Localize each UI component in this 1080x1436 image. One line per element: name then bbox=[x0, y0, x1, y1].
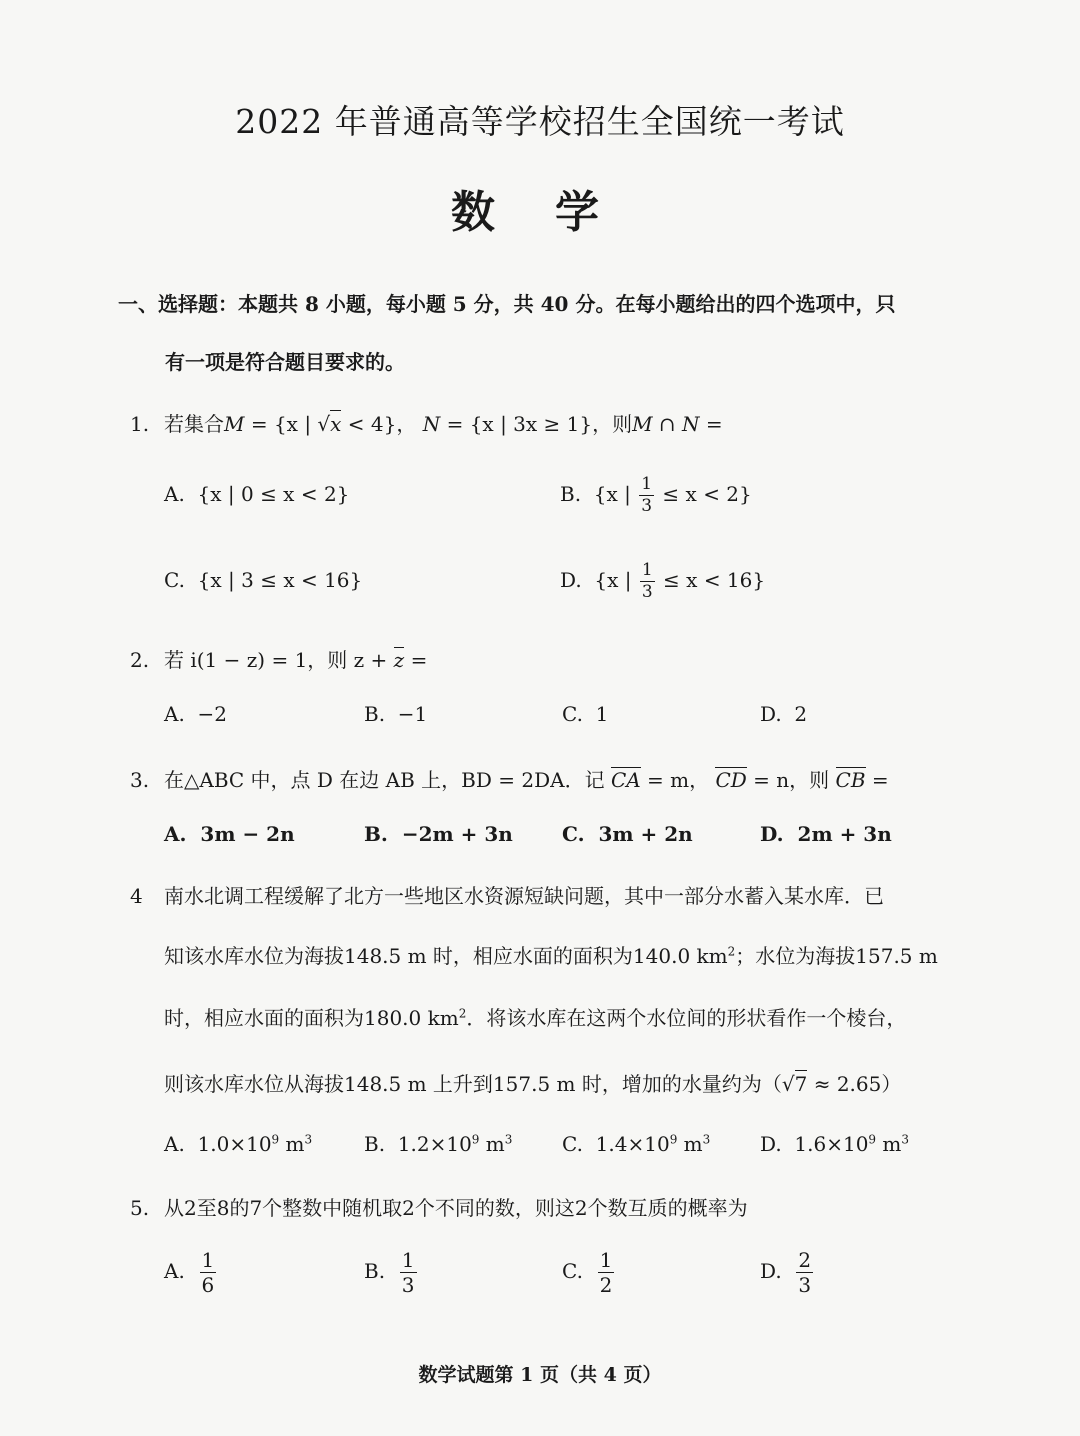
question-3-option-b: B. −2m + 3n bbox=[364, 822, 513, 846]
question-2-option-b: B. −1 bbox=[364, 702, 428, 726]
question-4-option-d: D. $1.6\times 10^9$ $m^3$ bbox=[760, 1132, 910, 1156]
question-1-option-d: D. {x | $\frac{1}{3}$ ≤ x < 16} bbox=[560, 560, 766, 602]
subject-title: 数学 bbox=[451, 187, 659, 238]
question-2-option-a: A. −2 bbox=[164, 702, 228, 726]
sqrt-x: x bbox=[330, 412, 342, 436]
question-5-option-a: A. $\frac{1}{6}$ bbox=[164, 1248, 215, 1297]
vector-cb: CB bbox=[835, 768, 866, 792]
question-3-stem: 3. 在△ABC 中，点 D 在边 AB 上，BD = 2DA．记 CA = m， CD = n，则 CB = bbox=[130, 768, 889, 792]
question-2-option-c: C. 1 bbox=[562, 702, 609, 726]
question-1-stem: 1. 若集合M = {x | √x < 4}， N = {x | 3x ≥ 1}，则M ∩ N = bbox=[130, 412, 723, 436]
section-heading-line1: 一、选择题：本题共 8 小题，每小题 5 分，共 40 分。在每小题给出的四个选项中，只 bbox=[118, 292, 896, 316]
question-1-option-a: A. {x | 0 ≤ x < 2} bbox=[164, 482, 350, 506]
question-4-line4: 则该水库水位从海拔148.5 m 上升到157.5 m 时，增加的水量约为（√7 ≈ 2.65） bbox=[164, 1072, 902, 1096]
question-3-option-d: D. 2m + 3n bbox=[760, 822, 892, 846]
question-2-stem: 2. 若 i(1 − z) = 1，则 z + z = bbox=[130, 648, 428, 672]
page-footer: 数学试题第 1 页（共 4 页） bbox=[418, 1364, 662, 1386]
question-number: 1. bbox=[130, 412, 150, 436]
question-2-option-d: D. 2 bbox=[760, 702, 808, 726]
vector-cd: CD bbox=[715, 768, 747, 792]
question-4-option-b: B. $1.2\times 10^9$ $m^3$ bbox=[364, 1132, 513, 1156]
question-1-option-c: C. {x | 3 ≤ x < 16} bbox=[164, 568, 363, 592]
conjugate-z: z bbox=[393, 648, 405, 672]
question-1-option-b: B. {x | $\frac{1}{3}$ ≤ x < 2} bbox=[560, 474, 752, 516]
question-3-option-c: C. 3m + 2n bbox=[562, 822, 693, 846]
question-5-option-d: D. $\frac{2}{3}$ bbox=[760, 1248, 812, 1297]
question-4-line2: 知该水库水位为海拔148.5 m 时，相应水面的面积为140.0 $km^2$；水位为海拔157.5 m bbox=[164, 944, 938, 968]
vector-ca: CA bbox=[610, 768, 641, 792]
question-5-stem: 5. 从2至8的7个整数中随机取2个不同的数，则这2个数互质的概率为 bbox=[130, 1196, 748, 1220]
sqrt-7: 7 bbox=[794, 1072, 808, 1096]
question-4-line3: 时，相应水面的面积为180.0 $km^2$．将该水库在这两个水位间的形状看作一个棱台， bbox=[164, 1006, 907, 1030]
question-5-option-c: C. $\frac{1}{2}$ bbox=[562, 1248, 613, 1297]
question-3-option-a: A. 3m − 2n bbox=[164, 822, 295, 846]
section-heading-line2: 有一项是符合题目要求的。 bbox=[165, 350, 405, 374]
question-4-line1: 4 南水北调工程缓解了北方一些地区水资源短缺问题，其中一部分水蓄入某水库．已 bbox=[130, 884, 884, 908]
question-5-option-b: B. $\frac{1}{3}$ bbox=[364, 1248, 415, 1297]
exam-title: 2022 年普通高等学校招生全国统一考试 bbox=[235, 102, 845, 141]
question-4-option-a: A. $1.0\times 10^9$ $m^3$ bbox=[164, 1132, 313, 1156]
question-4-option-c: C. $1.4\times 10^9$ $m^3$ bbox=[562, 1132, 711, 1156]
